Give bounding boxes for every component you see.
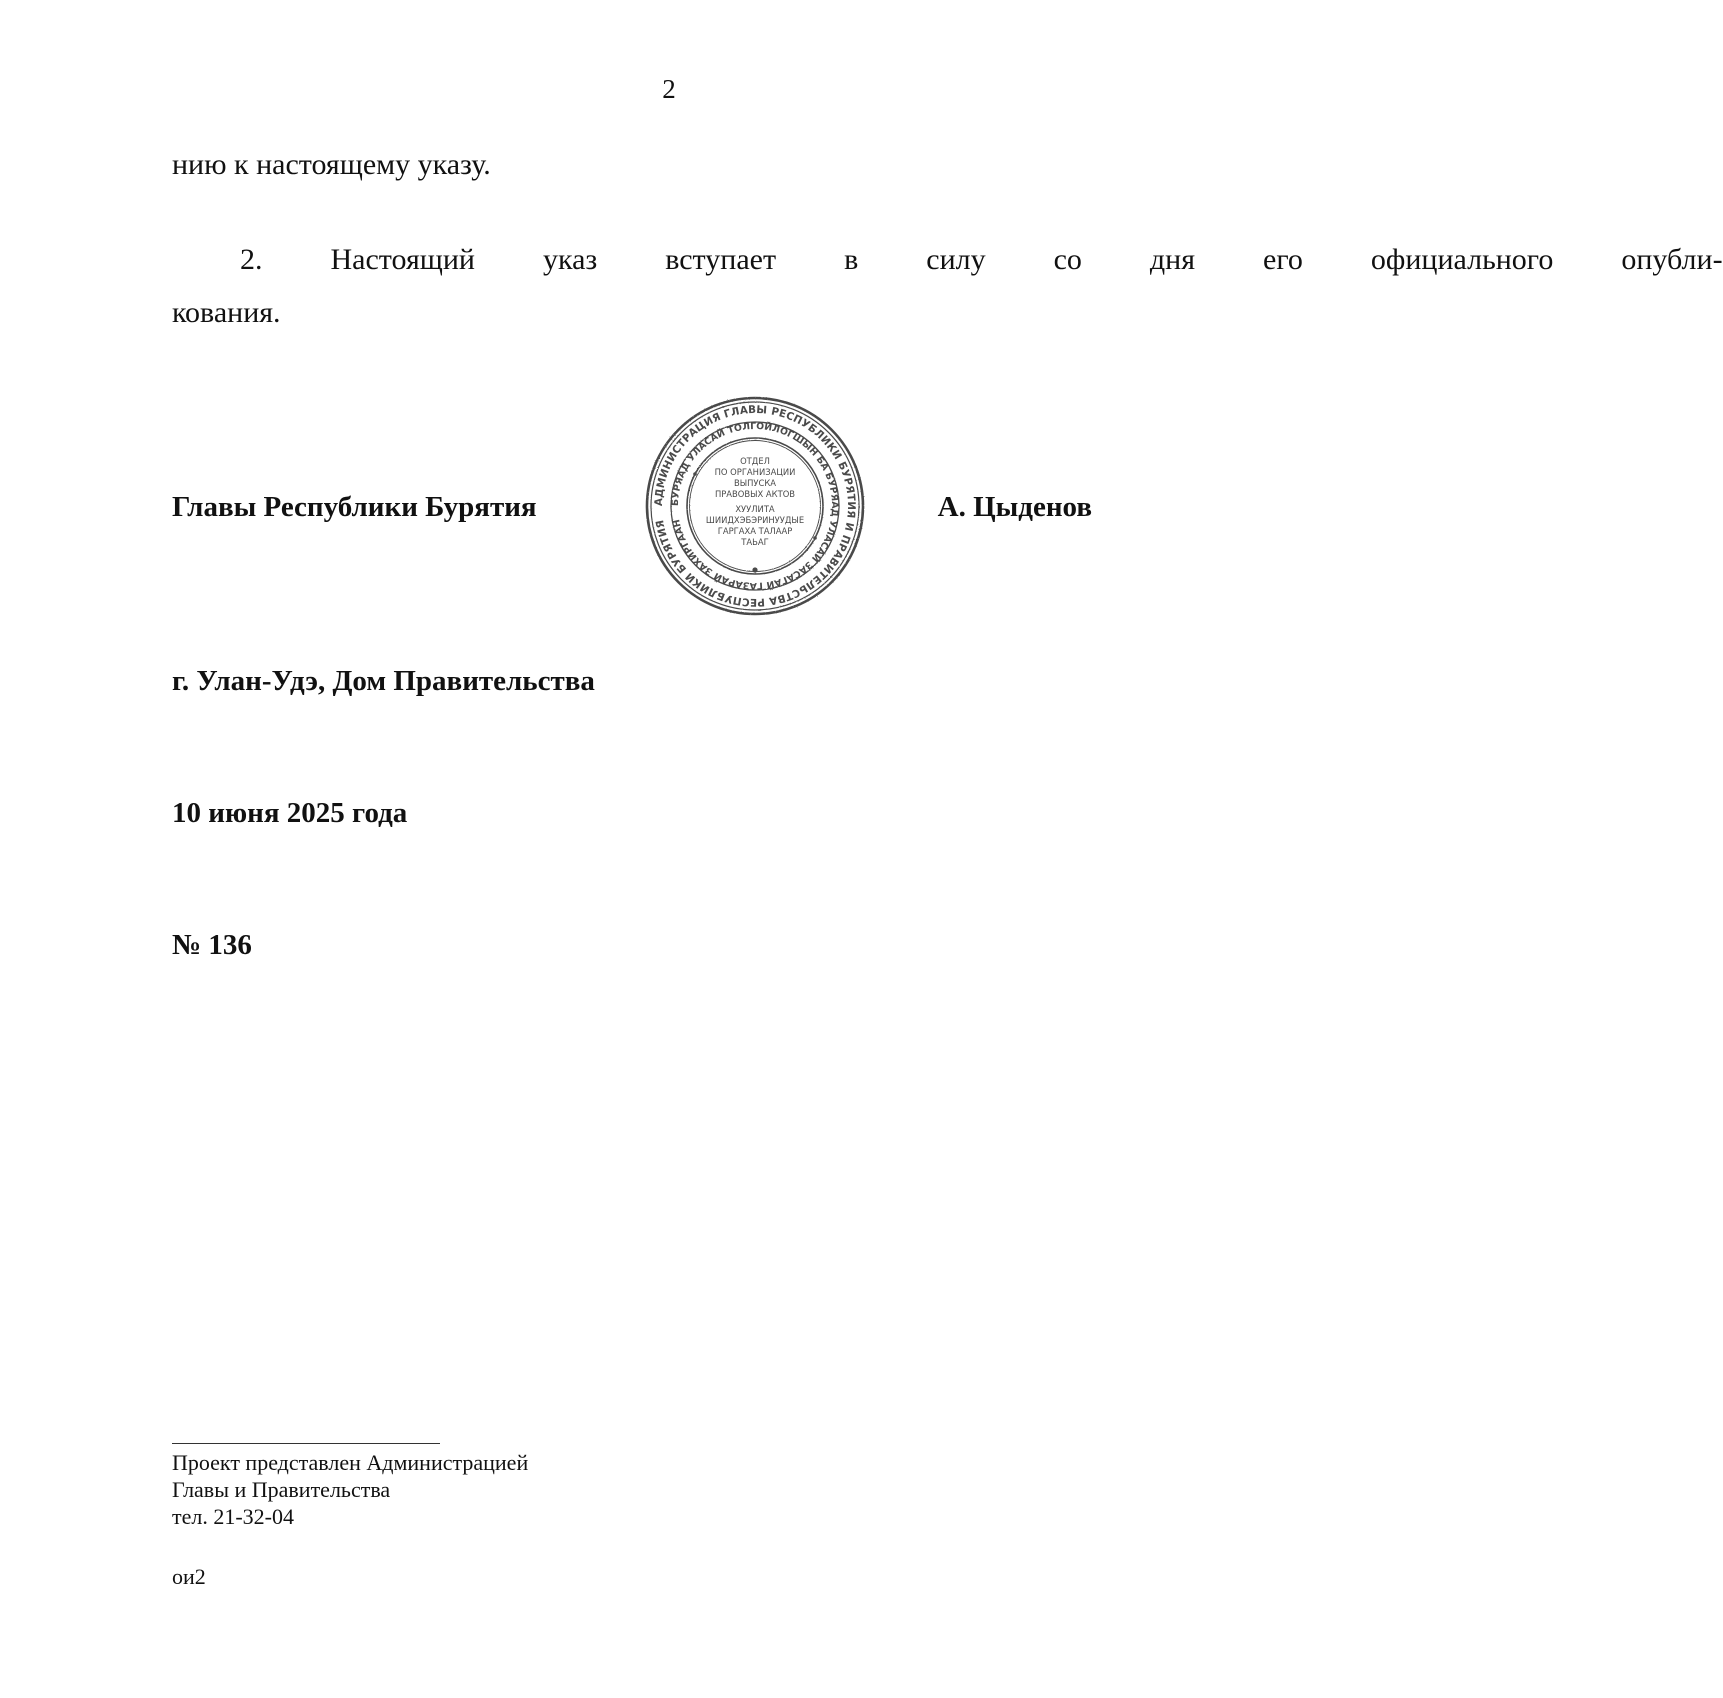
seal-center-line: ХУУЛИТА xyxy=(735,504,775,514)
issue-place: г. Улан-Удэ, Дом Правительства xyxy=(172,665,595,697)
clause-2-word: опубли- xyxy=(1621,243,1723,276)
footnote-line: Главы и Правительства xyxy=(172,1477,391,1502)
clause-2-word: силу xyxy=(926,243,986,276)
signer-name: А. Цыденов xyxy=(937,491,1092,523)
clause-2-word: Настоящий xyxy=(330,243,475,276)
footnote-phone: тел. 21-32-04 xyxy=(172,1504,295,1529)
seal-center-line: ТАЬАГ xyxy=(741,537,769,547)
footnote-code: ои2 xyxy=(172,1564,206,1589)
footnote-divider xyxy=(172,1443,440,1444)
seal-center-line: ГАРГАХА ТАЛААР xyxy=(717,526,793,536)
seal-dot-mark xyxy=(693,472,697,476)
seal-outer-ring-text: АДМИНИСТРАЦИЯ ГЛАВЫ РЕСПУБЛИКИ БУРЯТИЯ И ПРАВИТЕЛЬСТВА РЕСПУБЛИКИ БУРЯТИЯ xyxy=(652,403,858,609)
clause-2-word: официального xyxy=(1370,243,1554,276)
document-number: № 136 xyxy=(172,929,252,961)
issue-date: 10 июня 2025 года xyxy=(172,797,408,829)
clause-2-word: его xyxy=(1263,243,1303,276)
seal-graphic xyxy=(643,394,867,618)
clause-2-first-line xyxy=(172,243,1723,277)
page-number: 2 xyxy=(662,74,676,104)
clause-2-word: указ xyxy=(542,243,598,276)
clause-2-second-line: кования. xyxy=(172,296,281,329)
official-seal-stamp xyxy=(643,394,867,618)
clause-2-word: 2. xyxy=(240,243,263,276)
clause-2-word: в xyxy=(844,243,859,276)
seal-star-mark xyxy=(752,567,757,572)
clause-2-word: дня xyxy=(1149,243,1196,276)
footnote-line: Проект представлен Администрацией xyxy=(172,1450,529,1475)
seal-center-line: ШИИДХЭБЭРИНУУДЫЕ xyxy=(705,515,805,525)
seal-inner-ring-text: БУРЯАД УЛАСАЙ ТОЛГОЙЛОГШЫН БА БУРЯАД УЛАСАЙ ЗАСАГАЙ ГАЗАРАЙ ЗАХИРГААН xyxy=(669,420,841,592)
clause-2-word: со xyxy=(1053,243,1082,276)
clause-2-word: вступает xyxy=(665,243,777,276)
seal-dot-mark xyxy=(813,536,817,540)
continued-paragraph-line: нию к настоящему указу. xyxy=(172,148,491,181)
seal-center-line: ВЫПУСКА xyxy=(733,478,777,488)
signer-position: Главы Республики Бурятия xyxy=(172,491,537,523)
seal-center-line: ПРАВОВЫХ АКТОВ xyxy=(714,489,796,499)
seal-center-line: ПО ОРГАНИЗАЦИИ xyxy=(714,467,796,477)
seal-center-line: ОТДЕЛ xyxy=(740,456,770,466)
